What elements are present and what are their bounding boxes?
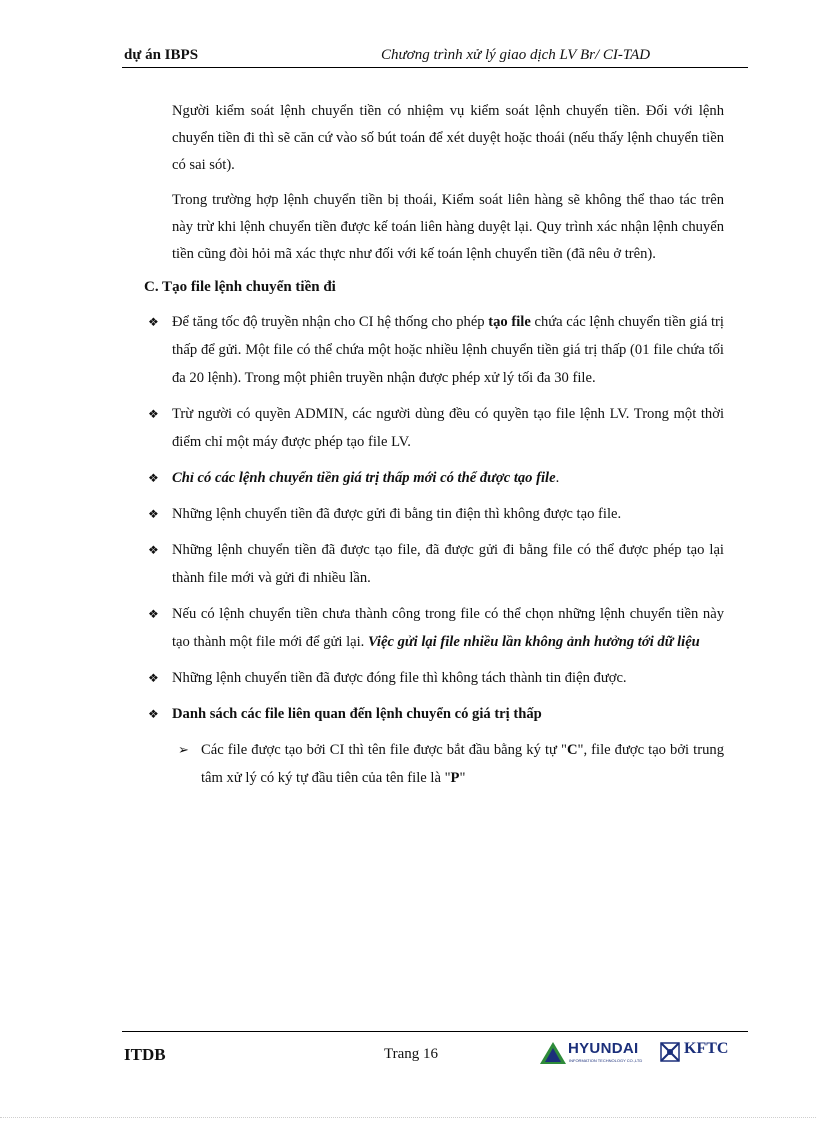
footer-org: ITDB (124, 1045, 166, 1064)
diamond-bullet-icon: ❖ (148, 471, 159, 485)
sub-list-item: ➢ Các file được tạo bởi CI thì tên file được bắt đầu bằng ký tự "C", file được tạo bởi trung tâm xử lý có ký tự đầu tiên của tên file là "P" (124, 736, 724, 792)
hyundai-triangle-icon (540, 1042, 566, 1064)
list-item: ❖ Những lệnh chuyển tiền đã được gửi đi bằng tin điện thì không được tạo file. (124, 500, 724, 528)
list-item: ❖ Để tăng tốc độ truyền nhận cho CI hệ thống cho phép tạo file chứa các lệnh chuyển tiền giá trị thấp để gửi. Một file có thể chứa một hoặc nhiều lệnh chuyển tiền giá trị thấp (01 file chứa tối đa 20 lệnh). Trong một phiên truyền nhận được phép xử lý tối đa 30 file. (124, 308, 724, 392)
footer-rule (122, 1031, 748, 1032)
list-item: ❖ Những lệnh chuyển tiền đã được đóng file thì không tách thành tin điện được. (124, 664, 724, 692)
diamond-bullet-icon: ❖ (148, 543, 159, 557)
header-project: dự án IBPS (124, 47, 199, 63)
list-item: ❖ Chỉ có các lệnh chuyển tiền giá trị thấp mới có thể được tạo file. (124, 464, 724, 492)
header-title: Chương trình xử lý giao dịch LV Br/ CI-TAD (381, 47, 651, 63)
section-heading: C. Tạo file lệnh chuyển tiền đi (144, 279, 336, 295)
paragraph-rejected: Trong trường hợp lệnh chuyển tiền bị thoái, Kiểm soát liên hàng sẽ không thể thao tác trên này trừ khi lệnh chuyển tiền được kế toán liên hàng duyệt lại. Quy trình xác nhận lệnh chuyển tiền cũng đòi hỏi mã xác thực như đối với kế toán lệnh chuyển tiền (đã nêu ở trên). (172, 192, 724, 262)
header-rule (122, 67, 748, 68)
body-content (124, 98, 724, 792)
page-bottom-dotted-line (0, 1117, 816, 1118)
list-item: ❖ Trừ người có quyền ADMIN, các người dùng đều có quyền tạo file lệnh LV. Trong một thời điểm chỉ một máy được phép tạo file LV. (124, 400, 724, 456)
diamond-bullet-icon: ❖ (148, 407, 159, 421)
page-number: Trang 16 (384, 1046, 439, 1062)
diamond-bullet-icon: ❖ (148, 315, 159, 329)
diamond-bullet-icon: ❖ (148, 507, 159, 521)
list-item: ❖ Những lệnh chuyển tiền đã được tạo file, đã được gửi đi bằng file có thể được phép tạo lại thành file mới và gửi đi nhiều lần. (124, 536, 724, 592)
kftc-emblem-icon (660, 1042, 680, 1062)
arrow-bullet-icon: ➢ (178, 742, 189, 757)
diamond-bullet-icon: ❖ (148, 671, 159, 685)
hyundai-logo: HYUNDAI INFORMATION TECHNOLOGY CO.,LTD (540, 1040, 655, 1066)
diamond-bullet-icon: ❖ (148, 607, 159, 621)
kftc-logo: KFTC (660, 1040, 750, 1064)
list-item: ❖ Danh sách các file liên quan đến lệnh chuyển có giá trị thấp (124, 700, 724, 728)
list-item: ❖ Nếu có lệnh chuyển tiền chưa thành công trong file có thể chọn những lệnh chuyển tiền này tạo thành một file mới để gửi lại. Việc gửi lại file nhiều lần không ảnh hưởng tới dữ liệu (124, 600, 724, 656)
paragraph-control: Người kiểm soát lệnh chuyển tiền có nhiệm vụ kiểm soát lệnh chuyển tiền. Đối với lệnh chuyển tiền đi thì sẽ căn cứ vào số bút toán để xét duyệt hoặc thoái (nếu thấy lệnh chuyển tiền có sai sót). (172, 103, 724, 173)
diamond-bullet-icon: ❖ (148, 707, 159, 721)
